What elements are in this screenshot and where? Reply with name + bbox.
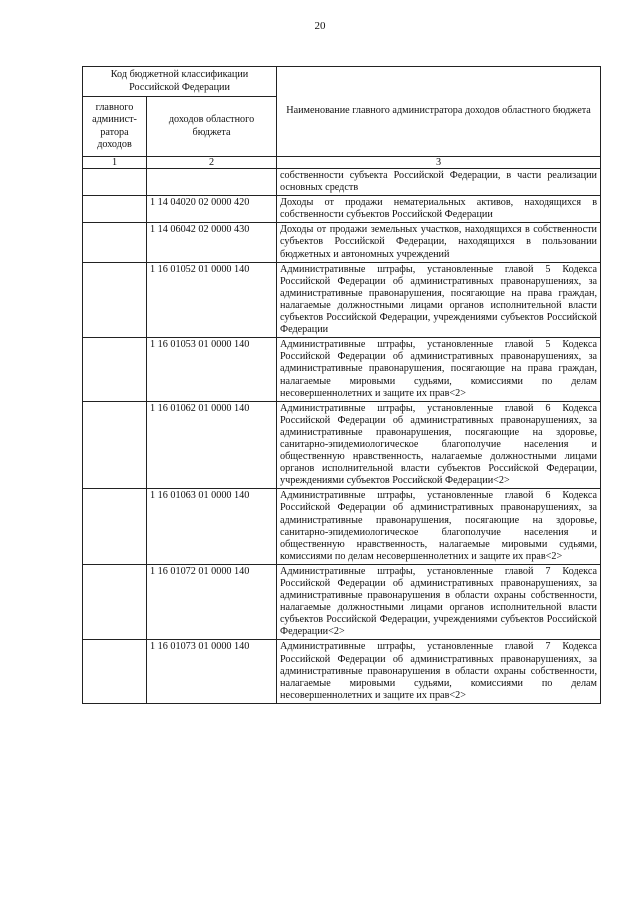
income-name-cell: Административные штрафы, установленные главой 6 Кодекса Российской Федерации об административных правонарушениях, за административные правонарушения, посягающие на здоровье, санитарно-эпидемиологическое благополучие населения и общественную нравственность, налагаемые мировыми судьями, комиссиями по делам несовершеннолетних и защите их прав<2>	[277, 489, 601, 565]
col-number-2: 2	[147, 157, 277, 169]
income-name-cell: Доходы от продажи нематериальных активов, находящихся в собственности субъектов Российской Федерации	[277, 196, 601, 223]
admin-code-cell	[83, 564, 147, 640]
budget-classification-table	[82, 66, 601, 704]
table-body	[83, 169, 601, 704]
table-row	[83, 401, 601, 489]
header-col2-title: доходов областного бюджета	[147, 97, 277, 157]
table-row	[83, 223, 601, 262]
admin-code-cell	[83, 196, 147, 223]
income-code-cell: 1 16 01062 01 0000 140	[147, 401, 277, 489]
income-code-cell: 1 14 06042 02 0000 430	[147, 223, 277, 262]
income-name-cell: Административные штрафы, установленные главой 7 Кодекса Российской Федерации об административных правонарушениях, за административные правонарушения в области охраны собственности, налагаемые должностными лицами органов исполнительной власти субъектов Российской Федерации, учреждениями субъектов Российской Федерации<2>	[277, 564, 601, 640]
header-group-title: Код бюджетной классификации Российской Федерации	[83, 67, 277, 97]
table-row	[83, 564, 601, 640]
income-code-cell: 1 16 01073 01 0000 140	[147, 640, 277, 703]
admin-code-cell	[83, 169, 147, 196]
income-name-cell: Административные штрафы, установленные главой 5 Кодекса Российской Федерации об административных правонарушениях, за административные правонарушения, посягающие на права граждан, налагаемые должностными лицами органов исполнительной власти субъектов Российской Федерации, учреждениями субъектов Российской Федерации	[277, 262, 601, 338]
table-row	[83, 489, 601, 565]
income-code-cell: 1 14 04020 02 0000 420	[147, 196, 277, 223]
admin-code-cell	[83, 489, 147, 565]
col-number-3: 3	[277, 157, 601, 169]
table-row	[83, 169, 601, 196]
admin-code-cell	[83, 262, 147, 338]
admin-code-cell	[83, 401, 147, 489]
income-name-cell: Административные штрафы, установленные главой 7 Кодекса Российской Федерации об административных правонарушениях, за административные правонарушения в области охраны собственности, налагаемые мировыми судьями, комиссиями по делам несовершеннолетних и защите их прав<2>	[277, 640, 601, 703]
col-number-1: 1	[83, 157, 147, 169]
admin-code-cell	[83, 223, 147, 262]
income-name-cell: Административные штрафы, установленные главой 6 Кодекса Российской Федерации об административных правонарушениях, за административные правонарушения, посягающие на здоровье, санитарно-эпидемиологическое благополучие населения и общественную нравственность, налагаемые должностными лицами органов исполнительной власти субъектов Российской Федерации, учреждениями субъектов Российской Федерации<2>	[277, 401, 601, 489]
header-col3-title: Наименование главного администратора доходов областного бюджета	[277, 67, 601, 157]
income-code-cell: 1 16 01072 01 0000 140	[147, 564, 277, 640]
income-name-cell: Административные штрафы, установленные главой 5 Кодекса Российской Федерации об административных правонарушениях, за административные правонарушения, посягающие на права граждан, налагаемые мировыми судьями, комиссиями по делам несовершеннолетних и защите их прав<2>	[277, 338, 601, 401]
table-header	[83, 67, 601, 169]
admin-code-cell	[83, 640, 147, 703]
income-code-cell: 1 16 01063 01 0000 140	[147, 489, 277, 565]
income-name-cell: собственности субъекта Российской Федерации, в части реализации основных средств	[277, 169, 601, 196]
page-number: 20	[314, 20, 326, 32]
income-name-cell: Доходы от продажи земельных участков, находящихся в собственности субъектов Российской Федерации, находящихся в пользовании бюджетных и автономных учреждений	[277, 223, 601, 262]
income-code-cell	[147, 169, 277, 196]
table-row	[83, 338, 601, 401]
table-row	[83, 262, 601, 338]
table-row	[83, 640, 601, 703]
admin-code-cell	[83, 338, 147, 401]
income-code-cell: 1 16 01053 01 0000 140	[147, 338, 277, 401]
header-col1-title: главного админист-ратора доходов	[83, 97, 147, 157]
income-code-cell: 1 16 01052 01 0000 140	[147, 262, 277, 338]
table-row	[83, 196, 601, 223]
